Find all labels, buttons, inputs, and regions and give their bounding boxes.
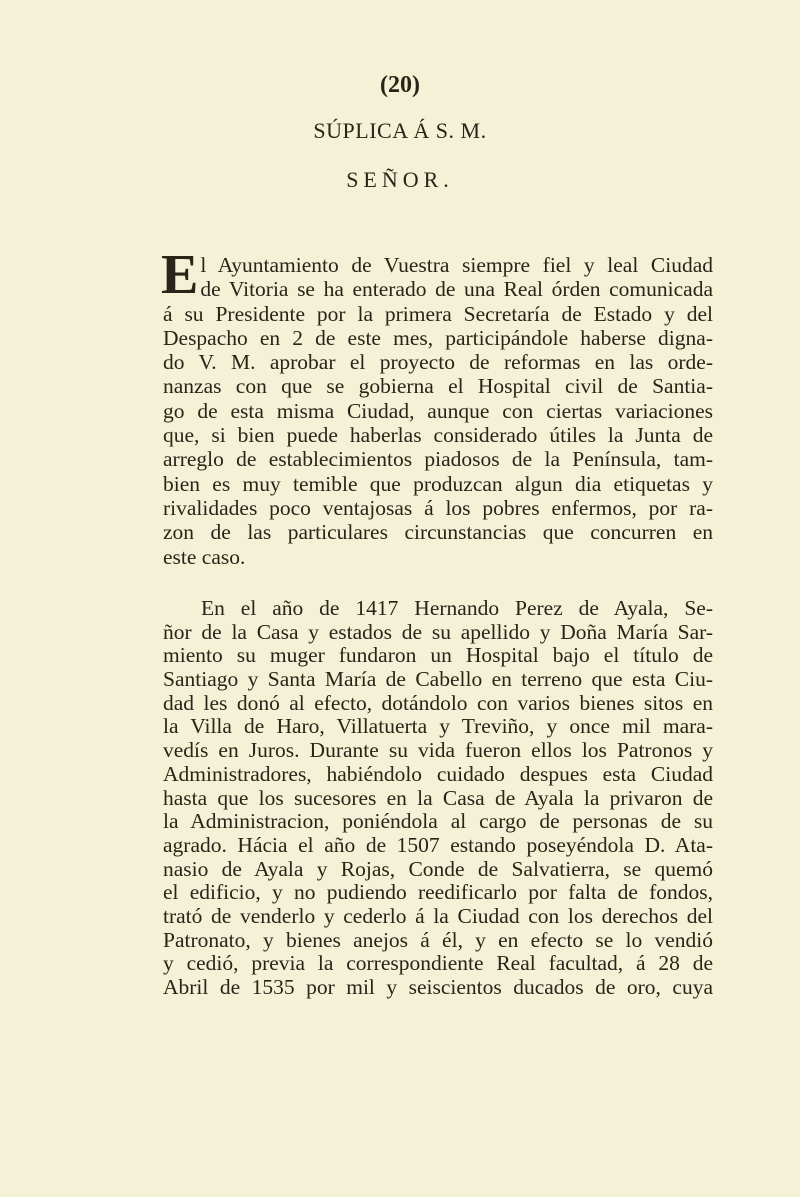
paragraph-2 xyxy=(163,597,713,1000)
text-line: nasio de Ayala y Rojas, Conde de Salvatierra, se quemó xyxy=(163,856,713,881)
text-line: rivalidades poco ventajosas á los pobres enfermos, por ra- xyxy=(163,495,713,520)
text-line: arreglo de establecimientos piadosos de la Península, tam- xyxy=(163,447,713,472)
text-line: este caso. xyxy=(163,544,246,569)
text-line: hasta que los sucesores en la Casa de Ayala la privaron de xyxy=(163,785,713,810)
text-line: dad les donó al efecto, dotándolo con varios bienes sitos en xyxy=(163,690,713,715)
text-line: Santiago y Santa María de Cabello en terreno que esta Ciu- xyxy=(163,667,713,692)
section-heading: SÚPLICA Á S. M. xyxy=(313,118,487,143)
text-line: que, si bien puede haberlas considerado útiles la Junta de xyxy=(163,423,713,448)
salutation: SEÑOR. xyxy=(346,167,454,192)
page-number: (20) xyxy=(380,72,420,98)
text-line: trató de venderlo y cederlo á la Ciudad con los derechos del xyxy=(163,903,713,928)
text-line: zon de las particulares circunstancias que concurren en xyxy=(163,520,713,545)
text-line: el edificio, y no pudiendo reedificarlo por falta de fondos, xyxy=(163,880,713,905)
text-line: y cedió, previa la correspondiente Real facultad, á 28 de xyxy=(163,951,713,976)
text-line: Despacho en 2 de este mes, participándole haberse digna- xyxy=(163,325,713,350)
text-line: Abril de 1535 por mil y seiscientos ducados de oro, cuya xyxy=(163,975,713,999)
text-line: bien es muy temible que produzcan algun dia etiquetas y xyxy=(163,471,713,496)
paragraph-1 xyxy=(161,244,713,569)
text-line: l Ayuntamiento de Vuestra siempre fiel y leal Ciudad xyxy=(200,253,713,277)
drop-cap: E xyxy=(161,244,199,306)
text-line: vedís en Juros. Durante su vida fueron ellos los Patronos y xyxy=(163,738,713,763)
text-line: nanzas con que se gobierna el Hospital civil de Santia- xyxy=(163,374,713,399)
text-line: agrado. Hácia el año de 1507 estando poseyéndola D. Ata- xyxy=(163,832,713,857)
text-line: de Vitoria se ha enterado de una Real órden comunicada xyxy=(200,277,713,302)
text-line: do V. M. aprobar el proyecto de reformas en las orde- xyxy=(163,350,713,375)
text-line: Patronato, y bienes anejos á él, y en efecto se lo vendió xyxy=(163,927,713,952)
text-line: la Administracion, poniéndola al cargo de personas de su xyxy=(163,809,713,834)
text-line: á su Presidente por la primera Secretaría de Estado y del xyxy=(163,301,713,326)
text-line: la Villa de Haro, Villatuerta y Treviño, y once mil mara- xyxy=(163,714,713,739)
text-line: ñor de la Casa y estados de su apellido y Doña María Sar- xyxy=(163,619,713,644)
text-line: En el año de 1417 Hernando Perez de Ayala, Se- xyxy=(201,596,713,620)
text-line: miento su muger fundaron un Hospital bajo el título de xyxy=(163,643,713,668)
text-line: Administradores, habiéndolo cuidado despues esta Ciudad xyxy=(163,761,713,786)
text-line: go de esta misma Ciudad, aunque con ciertas variaciones xyxy=(163,398,713,423)
